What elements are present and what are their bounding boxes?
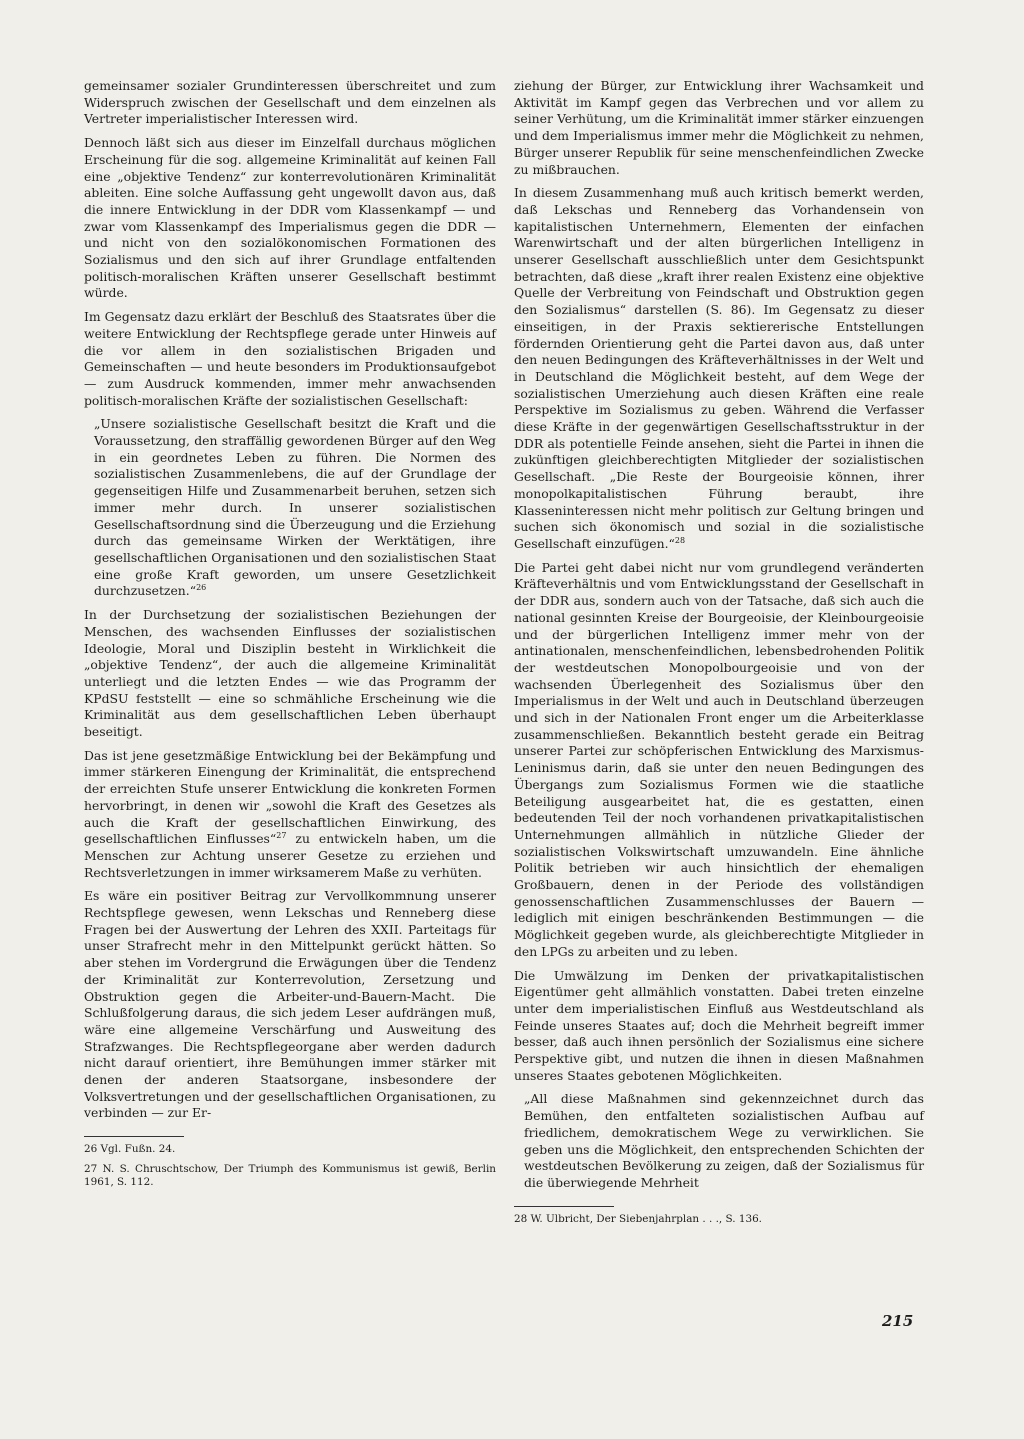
- paragraph-text: zu entwickeln haben, um die Menschen zur Achtung unserer Gesetze zu erziehen und Rechtsverletzungen in immer wirksamerem Maße zu verhüten.: [84, 831, 497, 880]
- paragraph: Die Umwälzung im Denken der privatkapitalistischen Eigentümer geht allmählich vonstatten. Dabei treten einzelne unter dem imperialistischen Einfluß aus Westdeutschland als Feinde unseres Staates auf; doch die Mehrheit begreift immer besser, daß auch ihnen persönlich der Sozialismus eine sichere Perspektive gibt, und nutzen die ihnen in diesen Maßnahmen unseres Staates gebotenen Möglichkeiten.: [514, 967, 924, 1083]
- quote-text: „All diese Maßnahmen sind gekennzeichnet durch das Bemühen, den entfalteten sozialistischen Aufbau auf friedlichem, demokratischem Wege zu verwirklichen. Sie geben uns die Möglichkeit, den entsprechenden Schichten der westdeutschen Bevölkerung zu zeigen, daß der Sozialismus für die überwiegende Mehrheit: [524, 1091, 924, 1190]
- paragraph-text: In diesem Zusammenhang muß auch kritisch bemerkt werden, daß Lekschas und Renneberg das Vorhandensein von kapitalistischen Unternehmern, Elementen der einfachen Warenwirtschaft und der alten bürgerlichen Intelligenz in unserer Gesellschaft ausschließlich unter dem Gesichtspunkt betrachten, daß diese „kraft ihrer realen Existenz eine objektive Quelle der Verbreitung von Feindschaft und Obstruktion gegen den Sozialismus“ darstellen (S. 86). Im Gegensatz zu dieser einseitigen, in der Praxis sektiererische Entstellungen fördernden Orientierung geht die Partei davon aus, daß unter den neuen Bedingungen des Kräfteverhältnisses in der Welt und in Deutschland die Möglichkeit besteht, auf dem Wege der sozialistischen Umerziehung auch diesen Kräften eine reale Perspektive im Sozialismus zu geben. Während die Verfasser diese Kräfte in der gegenwärtigen Gesellschaftsstruktur in der DDR als potentielle Feinde ansehen, sieht die Partei in ihnen die zukünftigen gleichberechtigten Mitglieder der sozialistischen Gesellschaft. „Die Reste der Bourgeoisie können, ihrer monopolkapitalistischen Führung beraubt, ihre Klasseninteressen nicht mehr politisch zur Geltung bringen und suchen sich ökonomisch und sozial in die sozialistische Gesellschaft einzufügen.“: [514, 185, 924, 551]
- block-quote: [94, 416, 496, 600]
- quote-text: [94, 416, 496, 600]
- paragraph: Es wäre ein positiver Beitrag zur Vervollkommnung unserer Rechtspflege gewesen, wenn Lekschas und Renneberg diese Fragen bei der Auswertung der Lehren des XXII. Parteitags für unser Strafrecht mehr in den Mittelpunkt gerückt hätten. So aber stehen im Vordergrund die Erwägungen über die Tendenz der Kriminalität zur Konterrevolution, Zersetzung und Obstruktion gegen die Arbeiter-und-Bauern-Macht. Die Schlußfolgerung daraus, die sich jedem Leser aufdrängen muß, wäre eine allgemeine Verschärfung und Ausweitung des Strafzwanges. Die Rechtspflegeorgane aber werden dadurch nicht darauf orientiert, ihre Bemühungen immer stärker mit denen der anderen Staatsorgane, insbesondere der Volksvertretungen und der gesellschaftlichen Organisationen, zu verbinden — zur Er-: [84, 888, 496, 1121]
- paragraph: In der Durchsetzung der sozialistischen Beziehungen der Menschen, des wachsenden Einflusses der sozialistischen Ideologie, Moral und Disziplin besteht in Wirklichkeit die „objektive Tendenz“, der auch die allgemeine Kriminalität unterliegt und die letzten Endes — wie das Programm der KPdSU feststellt — eine so schmähliche Erscheinung wie die Kriminalität aus dem gesellschaftlichen Leben überhaupt beseitigt.: [84, 607, 496, 740]
- block-quote: [524, 1091, 924, 1191]
- footnote: 26 Vgl. Fußn. 24.: [84, 1143, 176, 1156]
- paragraph: [84, 748, 496, 882]
- footnote-ref: 27: [276, 831, 287, 841]
- left-column: [84, 78, 496, 1196]
- page-number: 215: [882, 1312, 914, 1330]
- paragraph: ziehung der Bürger, zur Entwicklung ihrer Wachsamkeit und Aktivität im Kampf gegen das Verbrechen und vor allem zu seiner Verhütung, um die Kriminalität immer stärker einzuengen und dem Imperialismus immer mehr die Möglichkeit zu nehmen, Bürger unserer Republik für seine menschenfeindlichen Zwecke zu mißbrauchen.: [514, 78, 924, 177]
- paragraph-text: Das ist jene gesetzmäßige Entwicklung bei der Bekämpfung und immer stärkeren Einengung der Kriminalität, die entsprechend der erreichten Stufe unserer Entwicklung die konkreten Formen hervorbringt, in denen wir „sowohl die Kraft des Gesetzes als auch die Kraft der gesellschaftlichen Einwirkung, des gesellschaftlichen Einflusses“: [84, 747, 496, 847]
- paragraph: [514, 185, 924, 552]
- paragraph: gemeinsamer sozialer Grundinteressen überschreitet und zum Widerspruch zwischen der Gesellschaft und dem einzelnen als Vertreter imperialistischer Interessen wird.: [84, 78, 496, 127]
- quote-body: „Unsere sozialistische Gesellschaft besitzt die Kraft und die Voraussetzung, den straffällig gewordenen Bürger auf den Weg in ein geordnetes Leben zu führen. Die Normen des sozialistischen Zusammenlebens, die auf der Grundlage der gegenseitigen Hilfe und Zusammenarbeit beruhen, setzen sich immer mehr durch. In unserer sozialistischen Gesellschaftsordnung sind die Überzeugung und die Erziehung durch das gemeinsame Wirken der Werktätigen, ihre gesellschaftlichen Organisationen und den sozialistischen Staat eine große Kraft geworden, um unsere Gesetzlichkeit durchzusetzen.“: [94, 416, 496, 599]
- paragraph: Die Partei geht dabei nicht nur vom grundlegend veränderten Kräfteverhältnis und vom Entwicklungsstand der Gesellschaft in der DDR aus, sondern auch von der Tatsache, daß sich auch die national gesinnten Kreise der Bourgeoisie, der Kleinbourgeoisie und der bürgerlichen Intelligenz immer mehr von der antinationalen, menschenfeindlichen, lebensbedrohenden Politik der westdeutschen Monopolbourgeoisie und von der wachsenden Überlegenheit des Sozialismus über den Imperialismus in der Welt und auch in Deutschland überzeugen und sich in der Nationalen Front enger um die Arbeiterklasse zusammenschließen. Bekanntlich besteht gerade ein Beitrag unserer Partei zur schöpferischen Entwicklung des Marxismus-Leninismus darin, daß sie unter den neuen Bedingungen des Übergangs zum Sozialismus Formen wie die staatliche Beteiligung ausgearbeitet hat, die es gestatten, einen bedeutenden Teil der noch vorhandenen privatkapitalistischen Unternehmungen allmählich in nützliche Glieder der sozialistischen Volkswirtschaft umzuwandeln. Eine ähnliche Politik betrieben wir auch hinsichtlich der ehemaligen Großbauern, denen in der Periode des vollständigen genossenschaftlichen Zusammenschlusses der Bauern — lediglich mit einigen beschränkenden Bestimmungen — die Möglichkeit gegeben wurde, als gleichberechtigte Mitglieder in den LPGs zu arbeiten und zu leben.: [514, 559, 924, 959]
- paragraph: Dennoch läßt sich aus dieser im Einzelfall durchaus möglichen Erscheinung für die sog. allgemeine Kriminalität auf keinen Fall eine „objektive Tendenz“ zur konterrevolutionären Kriminalität ableiten. Eine solche Auffassung geht ungewollt davon aus, daß die innere Entwicklung in der DDR vom Klassenkampf — und zwar vom Klassenkampf des Imperialismus gegen die DDR — und nicht von den sozialökonomischen Formationen des Sozialismus und den sich auf ihrer Grundlage entfaltenden politisch-moralischen Kräften unserer Gesellschaft bestimmt würde.: [84, 135, 496, 301]
- footnote: 27 N. S. Chruschtschow, Der Triumph des Kommunismus ist gewiß, Berlin 1961, S. 112.: [84, 1163, 496, 1189]
- right-column: [514, 78, 924, 1233]
- footnote: 28 W. Ulbricht, Der Siebenjahrplan . . ., S. 136.: [514, 1212, 762, 1225]
- footnote-ref: 28: [674, 535, 686, 545]
- footnote-ref: 26: [196, 583, 207, 593]
- paragraph: Im Gegensatz dazu erklärt der Beschluß des Staatsrates über die weitere Entwicklung der Rechtspflege gerade unter Hinweis auf die vor allem in den sozialistischen Brigaden und Gemeinschaften — und heute besonders im Produktionsaufgebot — zum Ausdruck kommenden, immer mehr anwachsenden politisch-moralischen Kräfte der sozialistischen Gesellschaft:: [84, 309, 496, 408]
- footnote-divider: [514, 1206, 614, 1207]
- footnote-divider: [84, 1136, 184, 1137]
